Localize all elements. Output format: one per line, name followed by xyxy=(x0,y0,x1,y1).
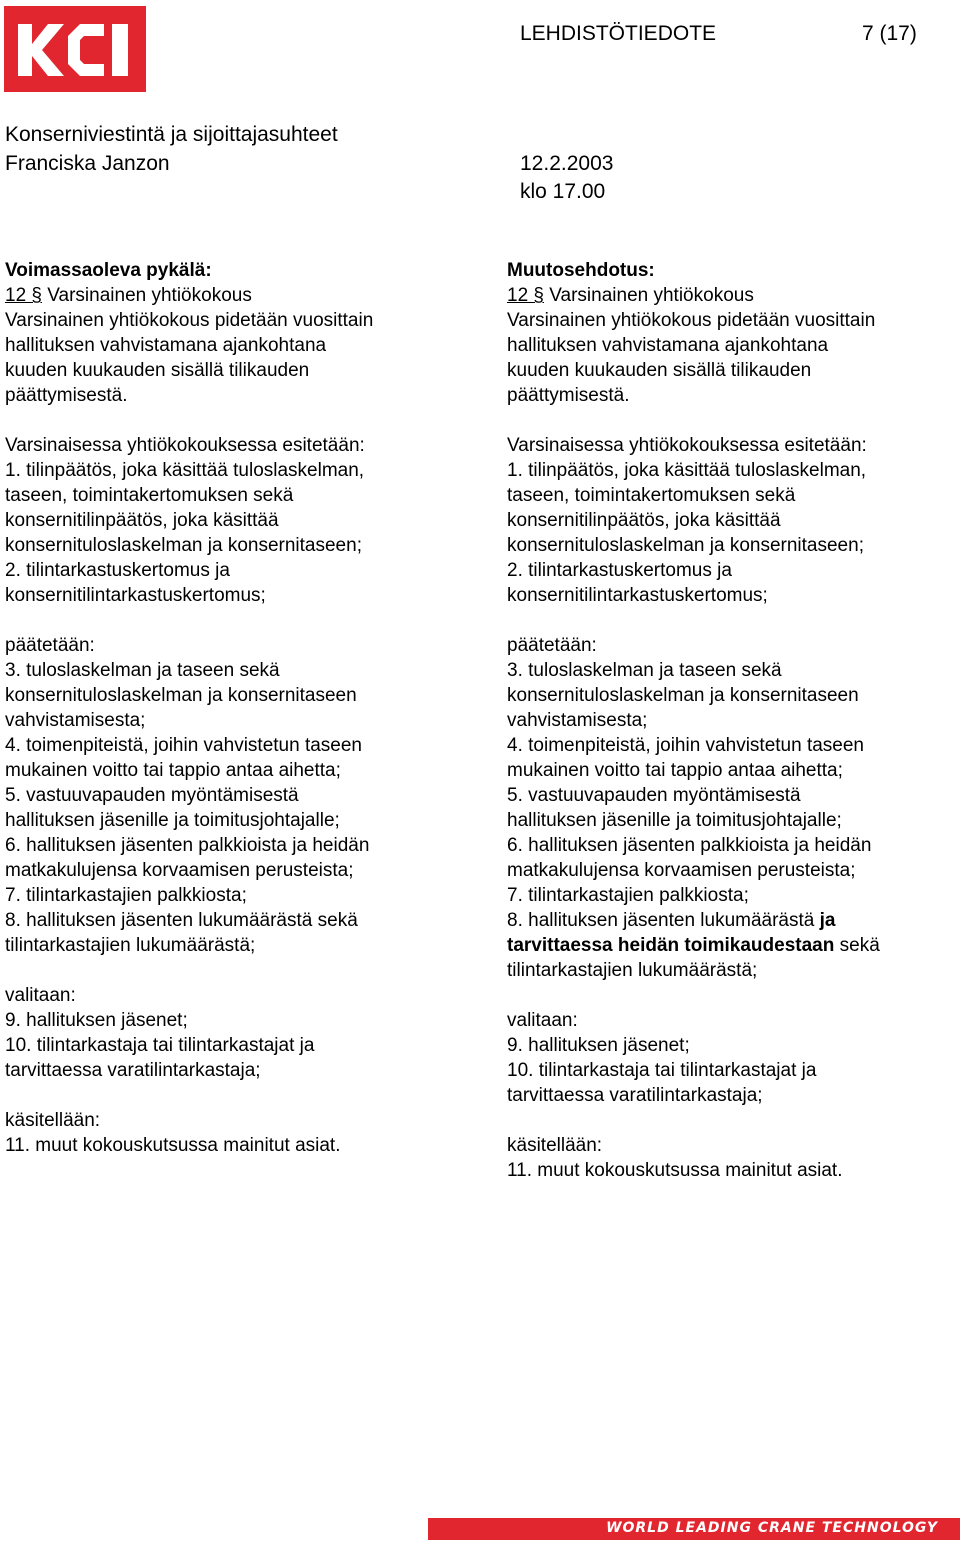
kci-logo xyxy=(4,6,146,92)
text-line: Varsinaisessa yhtiökokouksessa esitetään: xyxy=(507,435,867,456)
column-heading: Voimassaoleva pykälä: xyxy=(5,260,212,281)
section-title: 12 § Varsinainen yhtiökokous xyxy=(5,285,252,306)
text-line: 6. hallituksen jäsenten palkkioista ja heidän xyxy=(5,835,370,856)
text-line: tarvittaessa varatilintarkastaja; xyxy=(5,1060,261,1081)
text-line: konsernitilintarkastuskertomus; xyxy=(507,585,768,606)
text-line: taseen, toimintakertomuksen sekä xyxy=(5,485,294,506)
text-line: konsernituloslaskelman ja konsernitaseen xyxy=(507,685,859,706)
text-line: taseen, toimintakertomuksen sekä xyxy=(507,485,796,506)
text-line: vahvistamisesta; xyxy=(5,710,146,731)
text-line: konsernituloslaskelman ja konsernitaseen; xyxy=(5,535,362,556)
text-line: mukainen voitto tai tappio antaa aihetta; xyxy=(507,760,843,781)
page-number: 7 (17) xyxy=(862,22,917,45)
text-line: 11. muut kokouskutsussa mainitut asiat. xyxy=(507,1160,843,1181)
text-line: 3. tuloslaskelman ja taseen sekä xyxy=(5,660,280,681)
text-line: hallituksen jäsenille ja toimitusjohtajalle; xyxy=(507,810,842,831)
text-line: tarvittaessa varatilintarkastaja; xyxy=(507,1085,763,1106)
text-line: valitaan: xyxy=(507,1010,578,1031)
text-line: 5. vastuuvapauden myöntämisestä xyxy=(5,785,299,806)
amendment-text: tarvittaessa heidän toimikaudestaan xyxy=(507,935,835,956)
text-line: 10. tilintarkastaja tai tilintarkastajat ja xyxy=(507,1060,817,1081)
text-line: 4. toimenpiteistä, joihin vahvistetun taseen xyxy=(507,735,864,756)
text-line: valitaan: xyxy=(5,985,76,1006)
text-line: 11. muut kokouskutsussa mainitut asiat. xyxy=(5,1135,341,1156)
paragraph-gap xyxy=(507,608,947,633)
text-line: päättymisestä. xyxy=(5,385,128,406)
text-line: matkakulujensa korvaamisen perusteista; xyxy=(5,860,354,881)
footer-slogan: WORLD LEADING CRANE TECHNOLOGY xyxy=(606,1520,938,1536)
paragraph-gap xyxy=(507,983,947,1008)
text-line: mukainen voitto tai tappio antaa aihetta; xyxy=(5,760,341,781)
article-text xyxy=(5,308,445,1158)
text-line: 7. tilintarkastajien palkkiosta; xyxy=(507,885,749,906)
text-line: tilintarkastajien lukumäärästä; xyxy=(507,960,758,981)
author: Franciska Janzon xyxy=(5,152,170,175)
text-line: Varsinainen yhtiökokous pidetään vuosittain xyxy=(5,310,374,331)
text-line: 2. tilintarkastuskertomus ja xyxy=(507,560,732,581)
article-text xyxy=(507,308,947,908)
paragraph-gap xyxy=(5,958,445,983)
footer-bar xyxy=(428,1518,960,1540)
text-line: matkakulujensa korvaamisen perusteista; xyxy=(507,860,856,881)
text-line: konsernitilinpäätös, joka käsittää xyxy=(5,510,279,531)
text-line: hallituksen jäsenille ja toimitusjohtajalle; xyxy=(5,810,340,831)
paragraph-gap xyxy=(5,1083,445,1108)
department: Konserniviestintä ja sijoittajasuhteet xyxy=(5,123,338,146)
column-heading: Muutosehdotus: xyxy=(507,260,655,281)
text-line: vahvistamisesta; xyxy=(507,710,648,731)
article-text xyxy=(507,958,947,1183)
text-line: päätetään: xyxy=(5,635,95,656)
text-line: Varsinaisessa yhtiökokouksessa esitetään: xyxy=(5,435,365,456)
release-time: klo 17.00 xyxy=(520,180,606,203)
text-line: 1. tilinpäätös, joka käsittää tuloslaskelman, xyxy=(5,460,365,481)
text-line: päätetään: xyxy=(507,635,597,656)
paragraph-gap xyxy=(5,408,445,433)
paragraph-gap xyxy=(507,1108,947,1133)
item-8-amended-cont: tarvittaessa heidän toimikaudestaan sekä xyxy=(507,935,880,956)
text-line: 8. hallituksen jäsenten lukumäärästä sekä xyxy=(5,910,358,931)
text-line: 4. toimenpiteistä, joihin vahvistetun taseen xyxy=(5,735,362,756)
paragraph-gap xyxy=(5,608,445,633)
text-line: konsernituloslaskelman ja konsernitaseen xyxy=(5,685,357,706)
paragraph-gap xyxy=(507,408,947,433)
text-line: 2. tilintarkastuskertomus ja xyxy=(5,560,230,581)
text-line: käsitellään: xyxy=(507,1135,603,1156)
text-line: 7. tilintarkastajien palkkiosta; xyxy=(5,885,247,906)
text-line: Varsinainen yhtiökokous pidetään vuosittain xyxy=(507,310,876,331)
text-line: kuuden kuukauden sisällä tilikauden xyxy=(5,360,310,381)
section-symbol: § xyxy=(533,285,544,306)
text-line: 3. tuloslaskelman ja taseen sekä xyxy=(507,660,782,681)
proposed-article-column xyxy=(507,258,947,1183)
text-line: konsernituloslaskelman ja konsernitaseen; xyxy=(507,535,864,556)
text-line: 9. hallituksen jäsenet; xyxy=(5,1010,188,1031)
text-line: 10. tilintarkastaja tai tilintarkastajat ja xyxy=(5,1035,315,1056)
text-line: päättymisestä. xyxy=(507,385,630,406)
text-line: kuuden kuukauden sisällä tilikauden xyxy=(507,360,812,381)
text-line: hallituksen vahvistamana ajankohtana xyxy=(5,335,327,356)
text-line: 6. hallituksen jäsenten palkkioista ja heidän xyxy=(507,835,872,856)
document-type: LEHDISTÖTIEDOTE xyxy=(520,22,717,45)
text-line: konsernitilinpäätös, joka käsittää xyxy=(507,510,781,531)
text-line: 5. vastuuvapauden myöntämisestä xyxy=(507,785,801,806)
text-line: 1. tilinpäätös, joka käsittää tuloslaskelman, xyxy=(507,460,867,481)
text-line: 9. hallituksen jäsenet; xyxy=(507,1035,690,1056)
amendment-text: ja xyxy=(819,910,836,931)
text-line: käsitellään: xyxy=(5,1110,101,1131)
current-article-column xyxy=(5,258,445,1158)
text-line: hallituksen vahvistamana ajankohtana xyxy=(507,335,829,356)
text-line: konsernitilintarkastuskertomus; xyxy=(5,585,266,606)
item-8-amended: 8. hallituksen jäsenten lukumäärästä ja xyxy=(507,910,836,931)
section-title: 12 § Varsinainen yhtiökokous xyxy=(507,285,754,306)
section-symbol: § xyxy=(31,285,42,306)
text-line: tilintarkastajien lukumäärästä; xyxy=(5,935,256,956)
release-date: 12.2.2003 xyxy=(520,152,614,175)
